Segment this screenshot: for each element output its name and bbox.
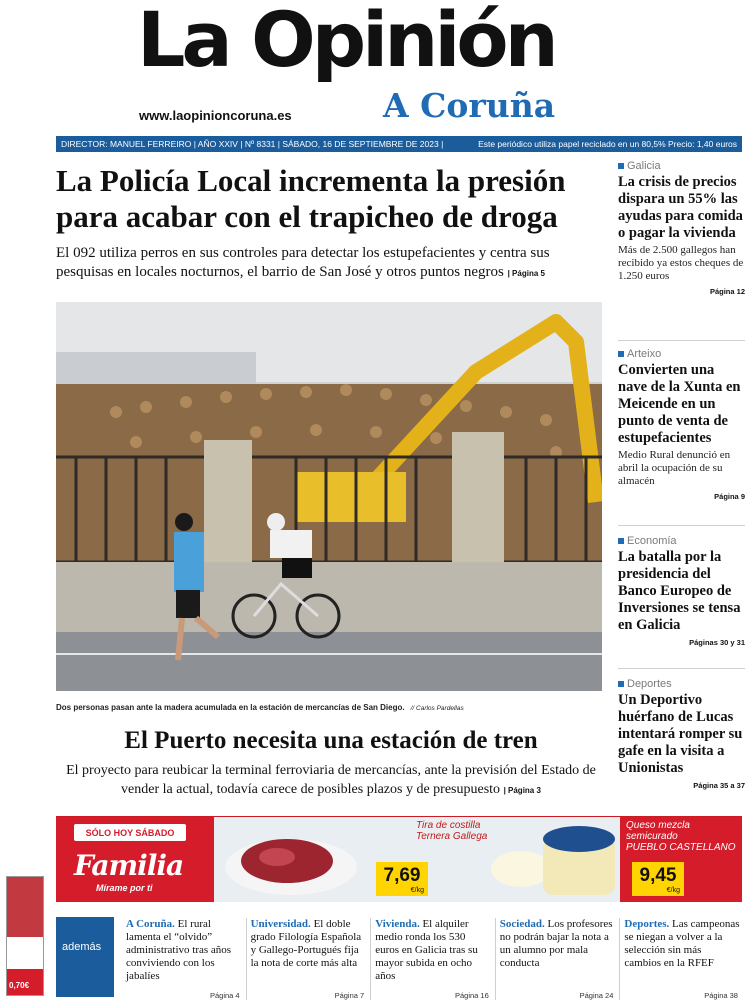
sidebar-headline[interactable]: Un Deportivo huérfano de Lucas intentará romper su gafe en la visita a Unionistas [618, 692, 743, 776]
ad-price-1-unit: €/kg [410, 887, 424, 894]
teaser-item[interactable] [619, 918, 744, 1000]
teaser-page: Página 24 [579, 991, 614, 1000]
teaser-text [251, 918, 367, 970]
second-summary-text: El proyecto para reubicar la terminal ferroviaria de mercancías, ante la previsión del Estado de vender la actual, todavía carece de posibles plazos y de presupuesto [66, 763, 596, 797]
teaser-page: Página 7 [334, 991, 365, 1000]
teaser-section: Universidad. [250, 918, 311, 930]
section-bullet-icon [618, 351, 624, 357]
sidebar-page-ref: Página 35 a 37 [693, 781, 745, 790]
teaser-page: Página 16 [455, 991, 489, 1000]
sidebar-headline[interactable]: La batalla por la presidencia del Banco Europeo de Inversiones se tensa en Galicia [618, 549, 741, 633]
sidebar-story-galicia[interactable] [618, 160, 745, 296]
ad-banner[interactable] [56, 816, 742, 902]
lead-summary [56, 244, 606, 283]
second-page-ref: | Página 3 [503, 786, 541, 795]
ad-slogan: Mírame por ti [96, 883, 153, 893]
sidebar-story-arteixo[interactable] [618, 348, 745, 501]
ad-product-1: Tira de costilla Ternera Gallega [416, 820, 488, 842]
teaser-text [375, 918, 491, 983]
teaser-item[interactable] [370, 918, 495, 1000]
sidebar-section [618, 160, 745, 172]
teaser-section: Deportes. [624, 918, 670, 930]
teaser-body: Las campeonas se niegan a volver a la selección sin más cambios en la RFEF [624, 918, 740, 969]
sidebar-divider [618, 668, 745, 669]
cheese-product-icon [481, 819, 619, 901]
sidebar-headline[interactable]: La crisis de precios dispara un 55% las ayudas para comida o pagar la vivienda [618, 174, 743, 241]
newspaper-title[interactable]: La Opinión [137, 0, 555, 84]
sidebar-section [618, 535, 745, 547]
lead-page-ref: | Página 5 [507, 269, 545, 278]
thumbnail-image [7, 877, 44, 937]
sidebar-section [618, 678, 745, 690]
sidebar-page-ref: Página 9 [714, 492, 745, 501]
sidebar-section-label: Galicia [627, 160, 661, 172]
info-bar-price: Este periódico utiliza papel reciclado en un 80,5% Precio: 1,40 euros [478, 139, 737, 149]
ad-price-1-value: 7,69 [383, 865, 421, 886]
sidebar-page-ref: Página 12 [709, 287, 745, 296]
teaser-item[interactable] [246, 918, 371, 1000]
sidebar-divider [618, 525, 745, 526]
info-bar-edition: DIRECTOR: MANUEL FERREIRO | AÑO XXIV | Nº 8331 | SÁBADO, 16 DE SEPTIEMBRE DE 2023 | [61, 139, 444, 149]
section-bullet-icon [618, 163, 624, 169]
teaser-body: El doble grado Filología Española y Gallego-Portugués fija la nota de corte más alta [250, 918, 362, 969]
teaser-text [500, 918, 616, 970]
section-bullet-icon [618, 681, 624, 687]
thumbnail-price: 0,70€ [9, 981, 30, 990]
section-bullet-icon [618, 538, 624, 544]
teaser-item[interactable] [495, 918, 620, 1000]
teaser-body: Los profesores no podrán bajar la nota a un alumno por mala conducta [499, 918, 613, 969]
sidebar-section [618, 348, 745, 360]
ad-price-2-value: 9,45 [639, 865, 677, 886]
ad-price-1 [376, 862, 428, 896]
sidebar-section-label: Arteixo [627, 348, 662, 360]
photo-credit: // Carlos Pardellas [410, 705, 464, 712]
sidebar-summary: Medio Rural denunció en abril la ocupación de su almacén [618, 449, 731, 487]
photo-caption [56, 703, 464, 712]
lead-photo-illustration [56, 302, 602, 691]
sidebar-headline[interactable]: Convierten una nave de la Xunta en Meicende en un punto de venta de estupefacientes [618, 362, 741, 446]
teaser-page: Página 4 [209, 991, 240, 1000]
sidebar-section-label: Economía [627, 535, 677, 547]
website-link[interactable]: www.laopinioncoruna.es [139, 108, 292, 123]
sidebar-page-ref: Páginas 30 y 31 [689, 638, 745, 647]
teaser-item[interactable] [122, 918, 246, 1000]
ademas-label: además [56, 917, 114, 997]
teaser-body: El alquiler medio ronda los 530 euros en Galicia tras su mayor subida en ocho años [375, 918, 478, 982]
teaser-body: El rural lamenta el “olvido” administrativo tras años conviviendo con los jabalíes [126, 918, 232, 982]
ad-today-badge: SÓLO HOY SÁBADO [74, 824, 186, 841]
teaser-text [126, 918, 242, 983]
photo-caption-text: Dos personas pasan ante la madera acumulada en la estación de mercancías de San Diego. [56, 703, 405, 712]
teaser-page: Página 38 [704, 991, 738, 1000]
info-bar [56, 136, 742, 152]
meat-product-icon [221, 823, 361, 899]
bottom-teasers [122, 918, 744, 1000]
ad-brand-logo: Familia [74, 849, 184, 882]
sidebar-story-deportes[interactable] [618, 678, 745, 790]
sidebar-section-label: Deportes [627, 678, 672, 690]
lead-photo[interactable] [56, 302, 602, 691]
teaser-section: Vivienda. [375, 918, 420, 930]
lead-summary-text: El 092 utiliza perros en sus controles para detectar los estupefacientes y centra sus pesquisas en locales nocturnos, el barrio de San José y otros puntos negros [56, 245, 550, 280]
second-summary [56, 761, 606, 800]
teaser-section: Sociedad. [499, 918, 545, 930]
sidebar-summary: Más de 2.500 gallegos han recibido ya estos cheques de 1.250 euros [618, 244, 744, 282]
second-headline[interactable]: El Puerto necesita una estación de tren [124, 727, 538, 754]
newspaper-subtitle: A Coruña [383, 86, 556, 125]
ad-price-2-unit: €/kg [666, 887, 680, 894]
ad-product-2: Queso mezcla semicurado PUEBLO CASTELLANO [626, 820, 736, 853]
sidebar-story-economia[interactable] [618, 535, 745, 647]
sidebar-divider [618, 340, 745, 341]
masthead [0, 0, 750, 132]
teaser-section: A Coruña. [126, 918, 175, 930]
lead-headline[interactable]: La Policía Local incrementa la presión para acabar con el trapicheo de droga [56, 163, 566, 234]
edge-thumbnail[interactable] [6, 876, 44, 996]
ad-price-2 [632, 862, 684, 896]
teaser-text [624, 918, 740, 970]
